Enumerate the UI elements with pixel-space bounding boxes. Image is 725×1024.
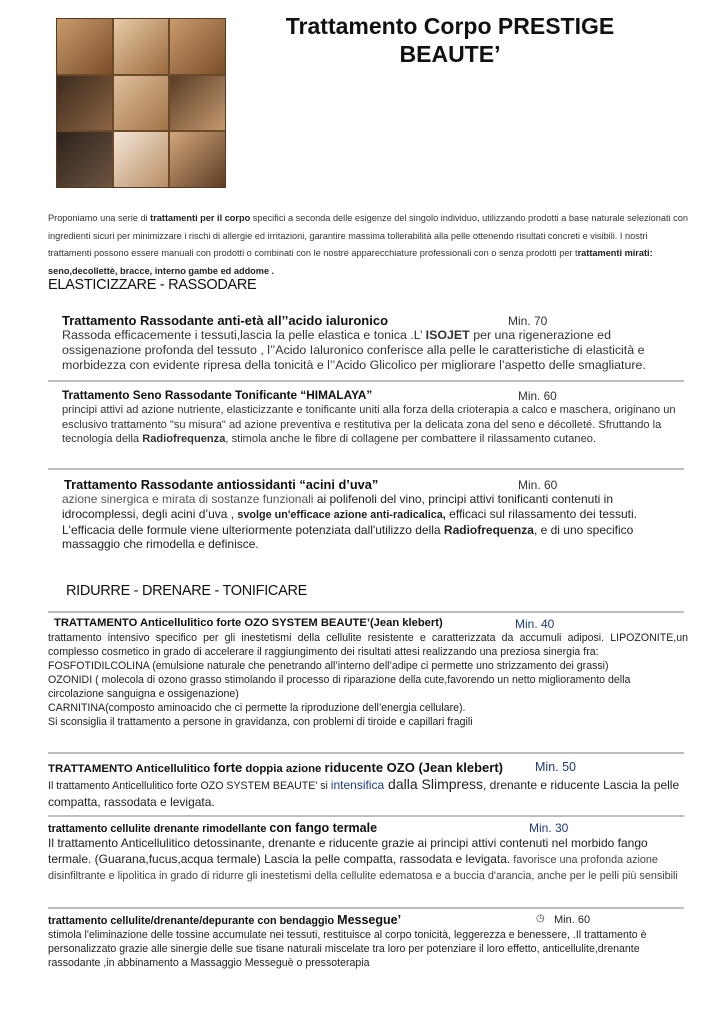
treatment-duration: Min. 60: [518, 389, 557, 403]
collage-tile: [57, 76, 112, 131]
collage-tile: [170, 76, 225, 131]
treatment-title: Trattamento Rassodante antiossidanti “acini d’uva”: [64, 477, 379, 492]
title-part: riducente OZO (Jean klebert): [324, 760, 503, 775]
title-part: TRATTAMENTO Anticellulitico: [48, 763, 214, 775]
treatment-duration: Min. 40: [515, 617, 555, 631]
collage-tile: [114, 132, 169, 187]
page-title: Trattamento Corpo PRESTIGE BEAUTE’: [285, 13, 615, 67]
divider: [48, 468, 684, 470]
title-part: forte: [213, 760, 243, 775]
description-text: ai polifenoli del vino, principi attivi tonificanti contenuti in idrocomplessi, degli acini d’uva ,: [62, 492, 613, 521]
divider: [48, 907, 684, 909]
spa-photo-collage: [56, 18, 226, 188]
treatment-description: [48, 836, 688, 885]
treatment-duration: Min. 60: [518, 478, 558, 492]
ingredient-item: CARNITINA(composto aminoacido che ci permette la riproduzione dell’energia cellulare).: [48, 702, 466, 714]
description-text: Il trattamento Anticellulitico forte OZO SYSTEM BEAUTE’ si: [48, 780, 331, 792]
collage-tile: [170, 132, 225, 187]
description-text: trattamento intensivo specifico per gli inestetismi della cellulite resistente e caratterizzata da accumuli adiposi. LIPOZONITE,un complesso cosmetico in grado di accelerare il raggiungimento dei risultati attesi realizzando una preziosa sinergia fra:: [48, 632, 688, 658]
description-bold: svolge un'efficace azione anti-radicalica,: [237, 508, 446, 521]
treatment-title: [48, 913, 401, 927]
collage-tile: [170, 19, 225, 74]
treatment-duration: Min. 50: [535, 760, 576, 774]
title-part: doppia azione: [242, 763, 325, 775]
intro-bold: rattamenti mirati: seno,decollettè, bracce, interno gambe ed addome .: [48, 248, 653, 276]
title-part: trattamento cellulite/drenante/depurante con bendaggio: [48, 915, 338, 927]
treatment-description: [62, 328, 688, 373]
description-text: azione sinergica e mirata di sostanze funzionali: [62, 492, 314, 506]
description-large: dalla Slimpress: [384, 776, 483, 792]
divider: [48, 815, 684, 817]
description-text: per una rigenerazione ed ossigenazione profonda del tessuto , l’’Acido Ialuronico conferisce alla pelle le caratteristiche di elasticità e morbidezza con evidente ripresa della tonicità e l’’Acido Glicolico per migliorare l’aspetto delle smagliature.: [62, 328, 646, 372]
collage-tile: [114, 19, 169, 74]
title-part: con fango termale: [269, 821, 378, 835]
collage-tile: [114, 76, 169, 131]
treatment-title: [48, 760, 503, 775]
description-text: principi attivi ad azione nutriente, elasticizzante e tonificante uniti alla forza della crioterapia a calco e maschera, originano un esclusivo trattamento "su misura" ad azione preventiva e restitutiva per la delicata zona del seno e décolleté. Sfruttando la tecnologia della: [62, 404, 676, 445]
description-text: Rassoda efficacemente i tessuti,lascia la pelle elastica e tonica .L’: [62, 328, 426, 342]
description-bold: Radiofrequenza: [443, 522, 534, 537]
intro-paragraph: [48, 210, 688, 280]
section-heading-ridurre: RIDURRE - DRENARE - TONIFICARE: [66, 583, 308, 599]
ingredient-item: OZONIDI ( molecola di ozono grasso stimolando il processo di riparazione della cute,favorendo un netto miglioramento della circolazione sanguigna e ossigenazione): [48, 674, 631, 700]
divider: [48, 752, 684, 754]
treatment-duration: Min. 30: [529, 821, 569, 835]
intro-bold: trattamenti per il corpo: [150, 213, 251, 223]
warning-note: Si sconsiglia il trattamento a persone in gravidanza, con problemi di tiroide e capillari fragili: [48, 716, 473, 728]
intro-text: specifici a seconda delle esigenze del singolo individuo, utilizzando prodotti a base naturale selezionati con ingredienti sicuri per minimizzare i rischi di allergie ed irritazioni, garantire massima tollerabilità alla pelle ottenendo risultati concreti e visibili. I nostri trattamenti possono essere manuali con prodotti o combinati con le nostre apparecchiature professionali con o senza prodotti per t: [48, 213, 688, 259]
title-part: trattamento cellulite drenante rimodellante: [48, 823, 270, 835]
treatment-title: Trattamento Seno Rassodante Tonificante “HIMALAYA”: [62, 388, 373, 402]
divider: [48, 380, 684, 382]
collage-tile: [57, 19, 112, 74]
divider: [48, 611, 684, 613]
treatment-description: [48, 776, 688, 810]
treatment-duration: Min. 60: [554, 914, 591, 926]
intro-text: Proponiamo una serie di: [48, 213, 151, 223]
description-text: Il trattamento Anticellulitico detossinante, drenante e riducente grazie ai principi attivi contenuti nel morbido fango termale. (Guarana,fucus,acqua termale) Lascia la pelle compatta, rassodata e levigata.: [48, 836, 648, 866]
collage-tile: [57, 132, 112, 187]
description-text: , drenante e riducente Lascia la pelle compatta, rassodata e levigata.: [48, 778, 680, 809]
description-text: efficaci sul rilassamento dei tessuti. L'efficacia delle formule viene ulteriormente potenziata dall'utilizzo della: [62, 506, 638, 537]
treatment-description: stimola l'eliminazione delle tossine accumulate nei tessuti, restituisce al corpo tonicità, leggerezza e benessere, .Il trattamento è personalizzato grazie alle sinergie delle sue tisane naturali miscelate tra loro per potenziare il loro effetto, anticellulite,drenante rassodante ,in abbinamento a Massaggio Messeguè o pressoterapia: [48, 929, 647, 969]
description-bold: Radiofrequenza: [142, 433, 226, 445]
description-text: , stimola anche le fibre di collagene per combattere il rilassamento cutaneo.: [225, 433, 597, 445]
treatment-description: [62, 492, 688, 552]
treatment-title: [48, 821, 377, 835]
treatment-title: TRATTAMENTO Anticellulitico forte OZO SYSTEM BEAUTE’(Jean klebert): [54, 617, 443, 629]
treatment-description: [62, 403, 684, 447]
treatment-title: Trattamento Rassodante anti-età all’’acido ialuronico: [62, 313, 389, 328]
description-text: , e di uno specifico massaggio che rimodella e definisce.: [62, 522, 634, 552]
description-bold: ISOJET: [425, 328, 470, 342]
treatment-description: [48, 631, 688, 729]
description-highlight: intensifica: [330, 778, 385, 792]
treatment-duration: Min. 70: [508, 314, 548, 328]
section-heading-elasticizzare: ELASTICIZZARE - RASSODARE: [48, 277, 257, 293]
clock-icon: ◷: [536, 913, 545, 924]
title-part: Messegue’: [337, 913, 402, 927]
description-text: favorisce una profonda azione disinfiltrante e lipolitica in grado di ridurre gli inestetismi della cellulite edematosa e a buccia d'arancia, anche per le pelli più sensibili: [48, 853, 678, 882]
ingredient-item: FOSFOTIDILCOLINA (emulsione naturale che penetrando all’interno dell’adipe ci permette uno strizzamento dei grassi): [48, 660, 609, 672]
